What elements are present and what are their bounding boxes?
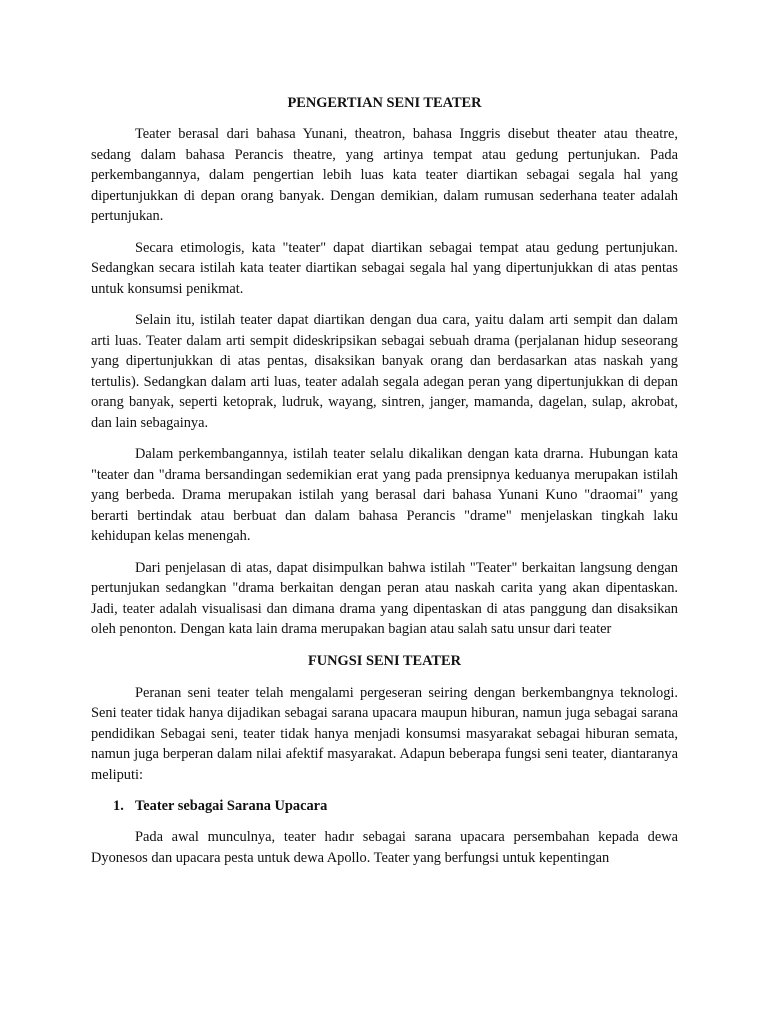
list-item-number: 1. xyxy=(113,798,124,814)
paragraph: Selain itu, istilah teater dapat diartikan dengan dua cara, yaitu dalam arti sempit dan dalam arti luas. Teater dalam arti sempit dideskripsikan sebagai sebuah drama (perjalanan hidup seseorang yang dipertunjukkan di atas pentas, disaksikan banyak orang dan berdasarkan atas naskah yang tertulis). Sedangkan dalam arti luas, teater adalah segala adegan peran yang dipertunjukkan di depan orang banyak, seperti ketoprak, ludruk, wayang, sintren, janger, mamanda, dagelan, sulap, akrobat, dan lain sebagainya. xyxy=(91,312,678,431)
paragraph: Dari penjelasan di atas, dapat disimpulkan bahwa istilah "Teater" berkaitan langsung dengan pertunjukan sedangkan "drama berkaitan dengan peran atau naskah carita yang akan dipentaskan. Jadi, teater adalah visualisasi dan dimana drama yang dipentaskan di atas panggung dan disaksikan oleh penonton. Dengan kata lain drama merupakan bagian atau salah satu unsur dari teater xyxy=(91,559,678,637)
paragraph: Pada awal munculnya, teater hadır sebagai sarana upacara persembahan kepada dewa Dyonesos dan upacara pesta untuk dewa Apollo. Teater yang berfungsi untuk kepentingan xyxy=(91,829,678,866)
section-heading-fungsi: FUNGSI SENI TEATER xyxy=(307,652,461,669)
paragraph: Dalam perkembangannya, istilah teater selalu dikalikan dengan kata drarna. Hubungan kata "teater dan "drama bersandingan sedemikian erat yang pada prensipnya keduanya merupakan istilah yang berbeda. Drama merupakan istilah yang berasal dari bahasa Yunani Kuno "draomai" yang berarti bertindak atau berbuat dan dalam bahasa Perancis "drame" menjelaskan tingkah laku kehidupan kelas menengah. xyxy=(91,446,678,544)
numbered-list-item xyxy=(91,796,678,816)
section-heading-pengertian: PENGERTIAN SENI TEATER xyxy=(287,95,482,111)
list-item-title: Teater sebagai Sarana Upacara xyxy=(135,798,328,814)
paragraph: Peranan seni teater telah mengalami pergeseran seiring dengan berkembangnya teknologi. Seni teater tidak hanya dijadikan sebagai sarana upacara maupun hiburan, namun juga sebagai sarana pendidikan Sebagai seni, teater tidak hanya menjadi konsumsi masyarakat sebagai hiburan semata, namun juga berperan dalam nilai afektif masyarakat. Adapun beberapa fungsi seni teater, diantaranya meliputi: xyxy=(91,684,678,783)
paragraph: Teater berasal dari bahasa Yunani, theatron, bahasa Inggris disebut theater atau theatre, sedang dalam bahasa Perancis theatre, yang artinya tempat atau gedung pertunjukan. Pada perkembangannya, dalam pengertian lebih luas kata teater diartikan sebagai segala hal yang dipertunjukkan di depan orang banyak. Dengan demikian, dalam rumusan sederhana teater adalah pertunjukan. xyxy=(91,126,678,224)
paragraph: Secara etimologis, kata "teater" dapat diartikan sebagai tempat atau gedung pertunjukan. Sedangkan secara istilah kata teater diartikan sebagai segala hal yang dipertunjukkan di atas pentas untuk konsumsi penikmat. xyxy=(91,239,678,297)
